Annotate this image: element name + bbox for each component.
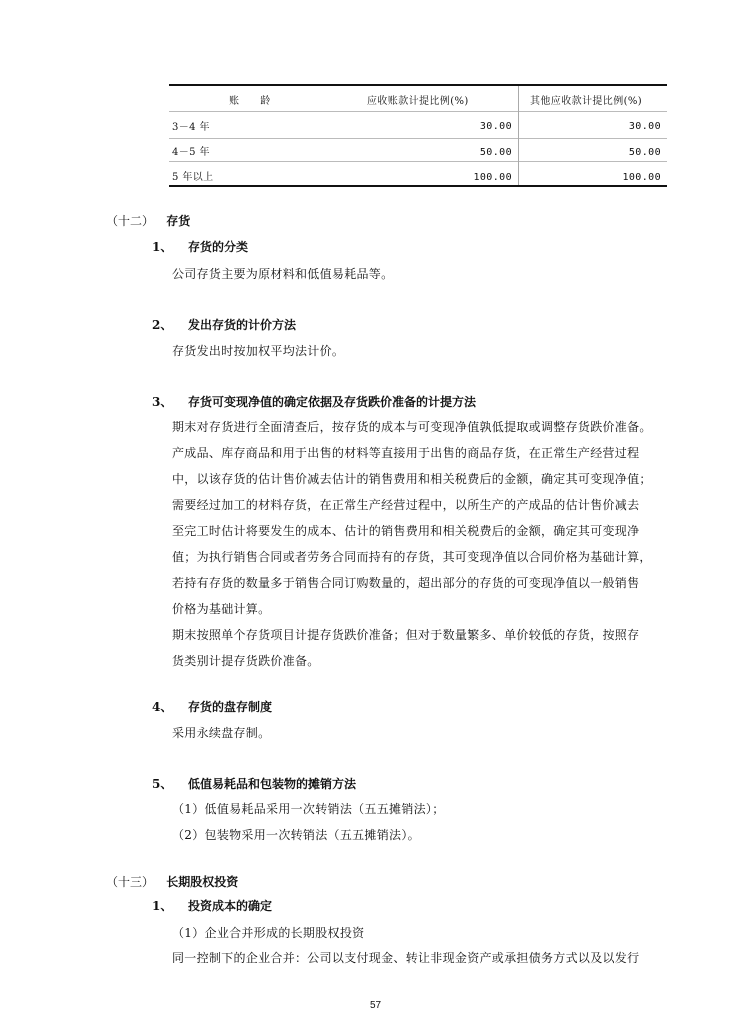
table-bottom-rule (169, 185, 667, 187)
item-3-heading (152, 393, 477, 410)
item-2-heading (152, 316, 297, 333)
paragraph-line: 需要经过加工的材料存货，在正常生产经营过程中，以所生产的产成品的估计售价减去 (172, 498, 640, 512)
section-13-heading (106, 873, 238, 890)
table-header-other-receivables-ratio: 其他应收款计提比例(%) (530, 96, 643, 107)
item-1-heading (152, 238, 249, 255)
paragraph-line: 同一控制下的企业合并：公司以支付现金、转让非现金资产或承担债务方式以及以发行 (172, 951, 640, 965)
table-header-receivables-ratio: 应收账款计提比例(%) (367, 96, 469, 107)
paragraph-line: 若持有存货的数量多于销售合同订购数量的，超出部分的存货的可变现净值以一般销售 (172, 576, 640, 590)
paragraph: 采用永续盘存制。 (172, 726, 271, 740)
table-header-aging: 账 龄 (229, 96, 271, 107)
item-number: 2、 (152, 318, 173, 332)
table-cell-aging: 3－4 年 (172, 122, 210, 133)
table-cell-value: 100.00 (622, 172, 661, 183)
item-number: 5、 (152, 777, 173, 791)
paragraph-line: 价格为基础计算。 (172, 602, 271, 616)
item-number: 1、 (152, 240, 173, 254)
table-cell-value: 100.00 (473, 172, 512, 183)
item-5-heading (152, 775, 357, 792)
item-number: 1、 (152, 899, 173, 913)
paragraph-line: 中，以该存货的估计售价减去估计的销售费用和相关税费后的金额，确定其可变现净值； (172, 472, 652, 486)
table-cell-aging: 5 年以上 (172, 172, 214, 183)
item-title: 发出存货的计价方法 (188, 318, 297, 332)
paragraph: 公司存货主要为原材料和低值易耗品等。 (172, 267, 394, 281)
table-cell-value: 50.00 (479, 147, 512, 158)
paragraph-line: （1）企业合并形成的长期股权投资 (172, 926, 365, 940)
table-row-rule (169, 138, 667, 139)
item-title: 存货的盘存制度 (188, 700, 273, 714)
paragraph-line: 期末对存货进行全面清查后，按存货的成本与可变现净值孰低提取或调整存货跌价准备。 (172, 420, 652, 434)
paragraph: 存货发出时按加权平均法计价。 (172, 344, 345, 358)
item-number: 3、 (152, 395, 173, 409)
item-number: 4、 (152, 700, 173, 714)
page-number: 57 (370, 1000, 382, 1011)
item-13-1-heading (152, 897, 273, 914)
paragraph-line: 至完工时估计将要发生的成本、估计的销售费用和相关税费后的金额，确定其可变现净 (172, 524, 640, 538)
paragraph-line: 值；为执行销售合同或者劳务合同而持有的存货，其可变现净值以合同价格为基础计算， (172, 550, 652, 564)
section-title: 长期股权投资 (166, 875, 239, 889)
section-12-heading (106, 212, 190, 229)
table-cell-aging: 4－5 年 (172, 147, 210, 158)
item-title: 存货的分类 (188, 240, 249, 254)
paragraph-line: （1）低值易耗品采用一次转销法（五五摊销法）； (172, 802, 445, 816)
table-top-rule (169, 84, 667, 86)
paragraph-line: 产成品、库存商品和用于出售的材料等直接用于出售的商品存货，在正常生产经营过程 (172, 446, 640, 460)
table-cell-value: 30.00 (479, 121, 512, 132)
item-4-heading (152, 698, 273, 715)
section-title: 存货 (166, 214, 191, 228)
paragraph-line: 期末按照单个存货项目计提存货跌价准备；但对于数量繁多、单价较低的存货，按照存 (172, 628, 640, 642)
section-number: （十二） (106, 214, 155, 228)
paragraph-line: （2）包装物采用一次转销法（五五摊销法）。 (172, 828, 420, 842)
paragraph-line: 货类别计提存货跌价准备。 (172, 654, 320, 668)
table-cell-value: 50.00 (628, 147, 661, 158)
table-row-rule (169, 161, 667, 162)
item-title: 低值易耗品和包装物的摊销方法 (188, 777, 357, 791)
table-cell-value: 30.00 (628, 121, 661, 132)
table-column-divider (518, 86, 519, 185)
section-number: （十三） (106, 875, 155, 889)
table-header-rule (169, 111, 667, 112)
item-title: 投资成本的确定 (188, 899, 273, 913)
item-title: 存货可变现净值的确定依据及存货跌价准备的计提方法 (188, 395, 477, 409)
